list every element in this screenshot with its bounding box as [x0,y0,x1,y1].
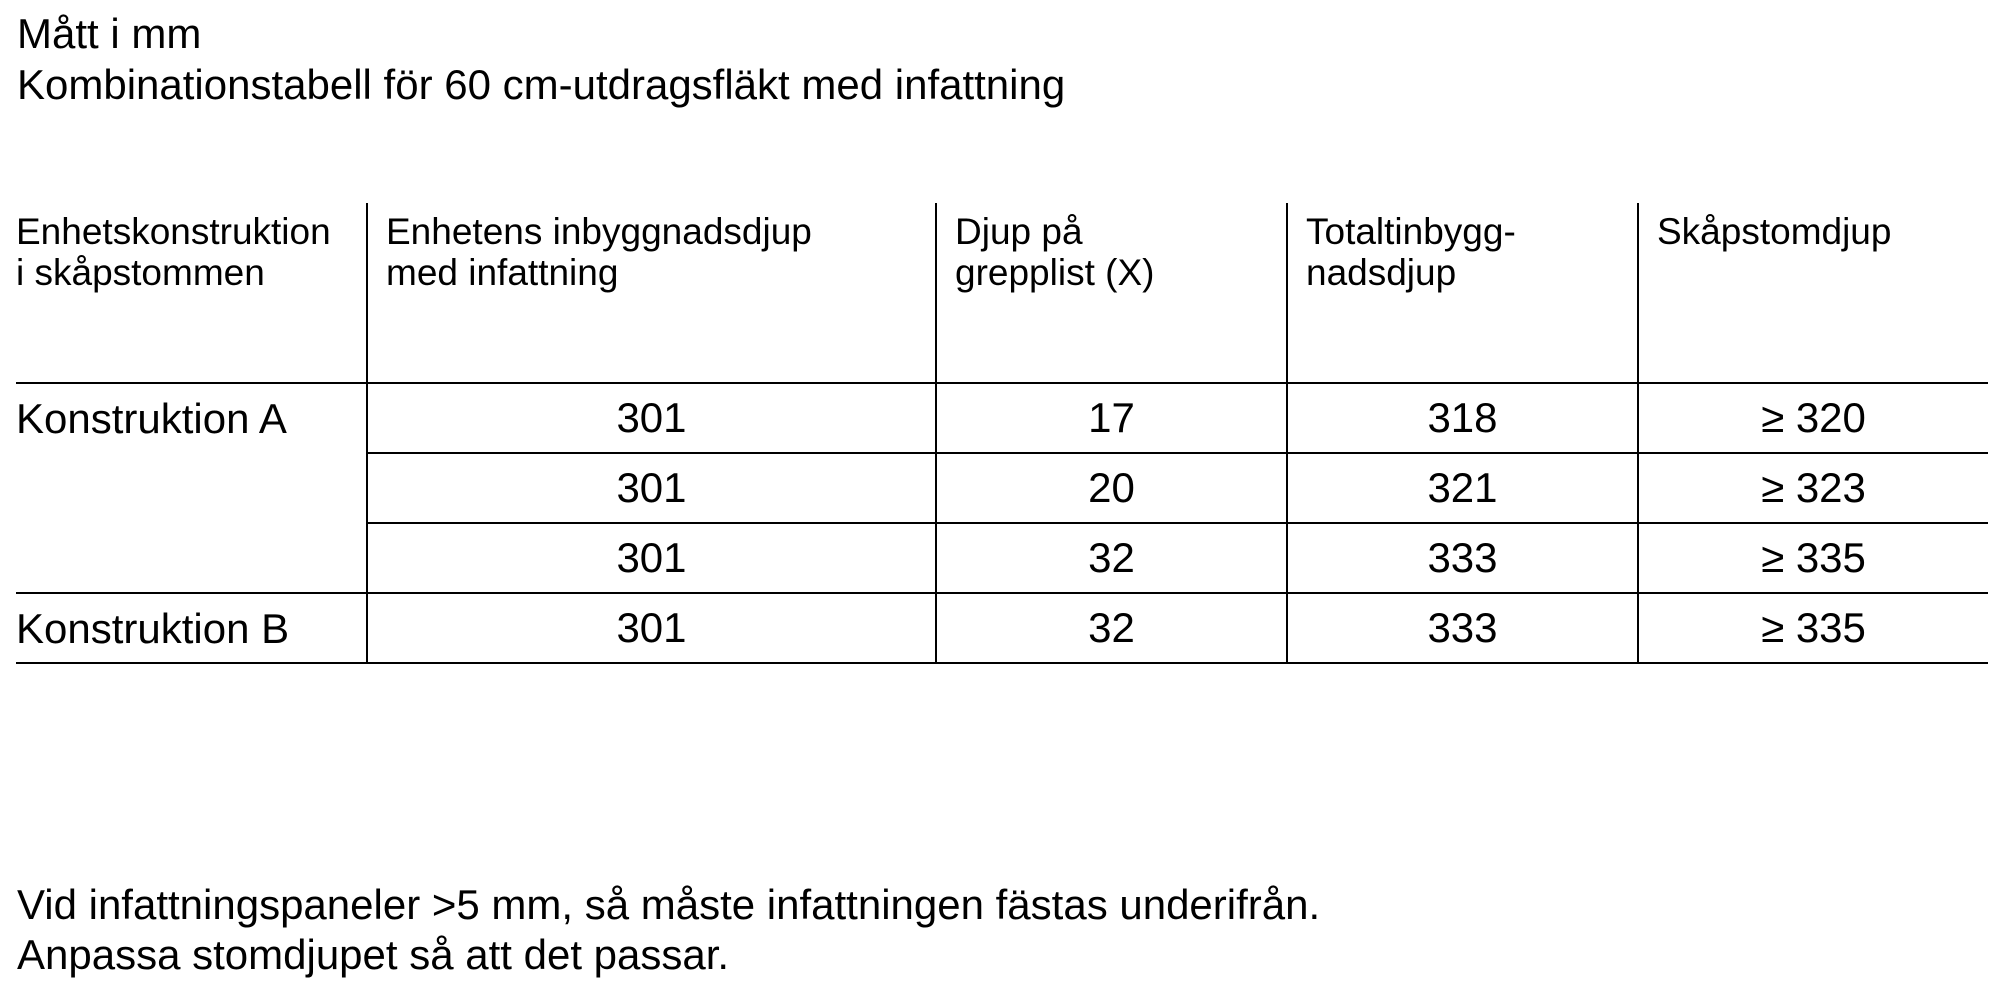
header-installation-depth [367,203,936,383]
table-cell: ≥ 323 [1638,453,1988,523]
header-total-depth-l1: Totaltinbygg- [1306,211,1516,252]
table-title: Kombinationstabell för 60 cm-utdragsfläkt med infattning [17,61,1066,108]
header-total-depth-l2: nadsdjup [1306,252,1457,293]
header-total-depth [1287,203,1638,383]
table-cell: ≥ 335 [1638,523,1988,593]
header-installation-depth-l2: med infattning [386,252,619,293]
table-cell: 301 [367,523,936,593]
table-cell: ≥ 335 [1638,593,1988,663]
table-cell: 32 [936,593,1287,663]
table-cell: 301 [367,593,936,663]
header-handle-depth-l2: grepplist (X) [955,252,1155,293]
header-unit-construction-l2: i skåpstommen [16,252,265,293]
table-cell: 301 [367,383,936,453]
footnote [17,880,1320,980]
header-handle-depth-l1: Djup på [955,211,1083,252]
page-heading [17,8,1065,110]
table-cell: 333 [1287,523,1638,593]
units-note: Mått i mm [17,10,202,57]
row-label-construction-b: Konstruktion B [16,593,367,663]
header-handle-depth [936,203,1287,383]
table-cell: 20 [936,453,1287,523]
table-cell: 17 [936,383,1287,453]
combination-table [16,203,1988,664]
header-unit-construction [16,203,367,383]
table-cell: 333 [1287,593,1638,663]
header-unit-construction-l1: Enhetskonstruktion [16,211,331,252]
table-header-row [16,203,1988,383]
table-cell: ≥ 320 [1638,383,1988,453]
footnote-line-1: Vid infattningspaneler >5 mm, så måste infattningen fästas underifrån. [17,881,1321,928]
table-row [16,593,1988,663]
table-cell: 318 [1287,383,1638,453]
header-cabinet-depth [1638,203,1988,383]
header-installation-depth-l1: Enhetens inbyggnadsdjup [386,211,812,252]
table-cell: 301 [367,453,936,523]
table-cell: 32 [936,523,1287,593]
table-row [16,383,1988,453]
row-label-construction-a: Konstruktion A [16,383,367,593]
footnote-line-2: Anpassa stomdjupet så att det passar. [17,931,730,978]
table-cell: 321 [1287,453,1638,523]
header-cabinet-depth-l1: Skåpstomdjup [1657,211,1892,252]
